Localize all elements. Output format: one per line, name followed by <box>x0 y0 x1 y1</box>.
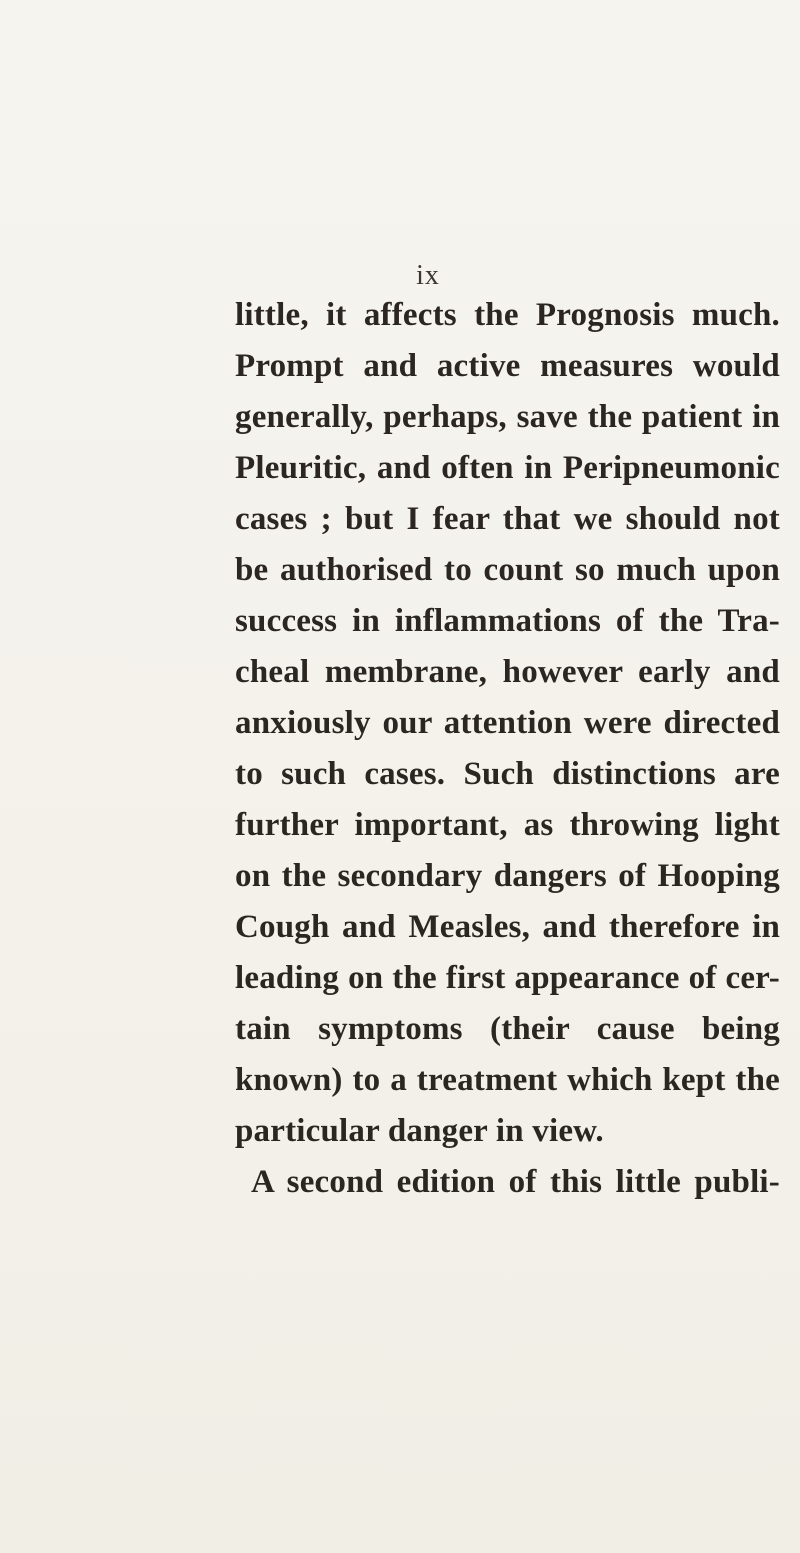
text-line: cases ; but I fear that we should not <box>235 501 780 537</box>
text-line: generally, perhaps, save the patient in <box>235 399 780 435</box>
text-line: Cough and Measles, and therefore in <box>235 909 780 945</box>
body-text <box>235 290 780 1208</box>
text-line: tain symptoms (their cause being <box>235 1011 780 1047</box>
text-line: leading on the first appearance of cer- <box>235 960 780 996</box>
text-line: further important, as throwing light <box>235 807 780 843</box>
paragraph-end-line: particular danger in view. <box>235 1113 604 1149</box>
text-line: Prompt and active measures would <box>235 348 780 384</box>
text-line: cheal membrane, however early and <box>235 654 780 690</box>
text-line: be authorised to count so much upon <box>235 552 780 588</box>
page-number: ix <box>416 260 440 291</box>
text-line: on the secondary dangers of Hooping <box>235 858 780 894</box>
text-line: little, it affects the Prognosis much. <box>235 297 780 333</box>
text-line: to such cases. Such distinctions are <box>235 756 780 792</box>
text-line: anxiously our attention were directed <box>235 705 780 741</box>
text-line: success in inflammations of the Tra- <box>235 603 780 639</box>
text-line: known) to a treatment which kept the <box>235 1062 780 1098</box>
paragraph-start-line: A second edition of this little publi- <box>251 1164 780 1200</box>
text-line: Pleuritic, and often in Peripneumonic <box>235 450 780 486</box>
